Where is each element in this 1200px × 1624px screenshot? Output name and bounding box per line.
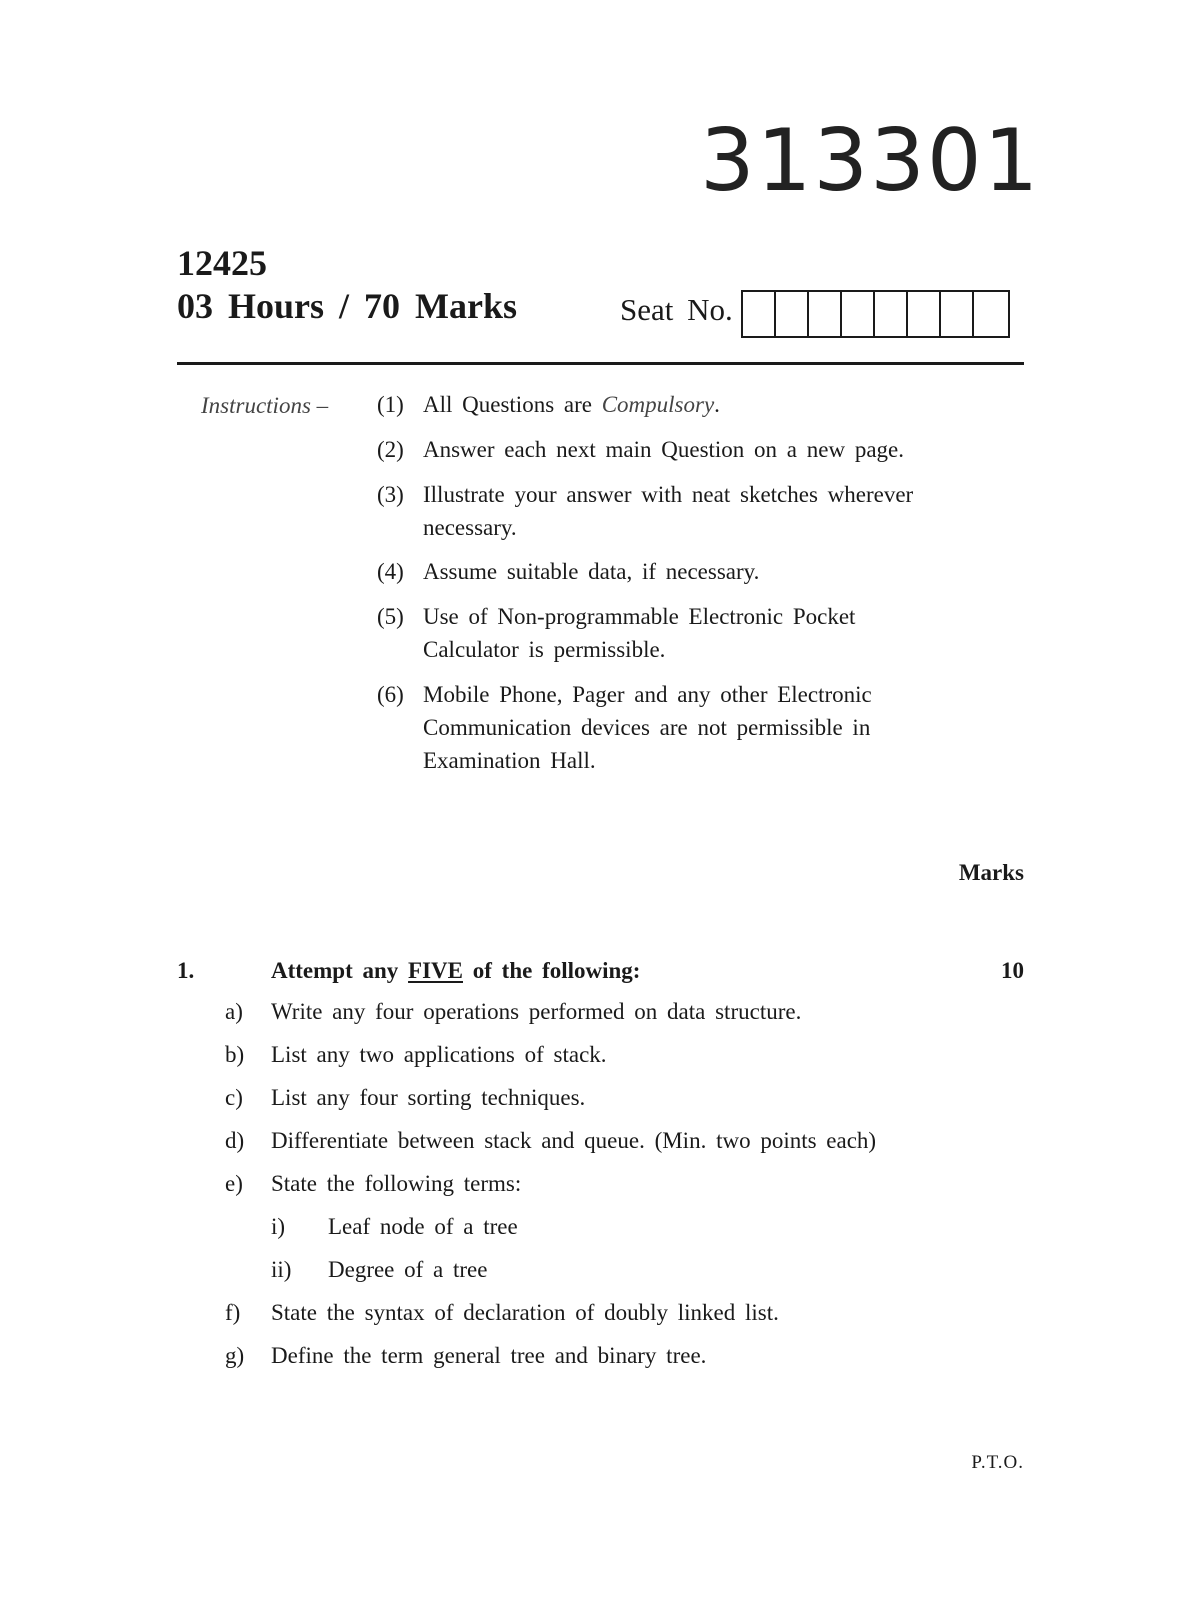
- pto-note: P.T.O.: [971, 1452, 1024, 1473]
- part-text: State the following terms:: [271, 1171, 522, 1196]
- seat-number-boxes[interactable]: [741, 290, 1010, 338]
- paper-code: 313301: [700, 111, 1041, 211]
- duration-marks: 03 Hours / 70 Marks: [177, 286, 518, 326]
- part-text: List any four sorting techniques.: [271, 1085, 586, 1110]
- part-text: State the syntax of declaration of doubly linked list.: [271, 1300, 779, 1325]
- question-emphasis: FIVE: [408, 958, 463, 983]
- subpart-label: i): [271, 1214, 286, 1239]
- instruction-item: [377, 433, 983, 466]
- part-text: Differentiate between stack and queue. (Min. two points each): [271, 1128, 877, 1153]
- part-text: Define the term general tree and binary tree.: [271, 1343, 707, 1368]
- instruction-number: (6): [377, 682, 404, 707]
- seat-number-label: Seat No.: [620, 292, 733, 327]
- seat-box[interactable]: [941, 292, 974, 336]
- header-divider: [177, 362, 1024, 365]
- part-label: e): [225, 1171, 243, 1196]
- seat-box[interactable]: [776, 292, 809, 336]
- instruction-text: Assume suitable data, if necessary.: [423, 559, 760, 584]
- instruction-item: [377, 388, 983, 421]
- part-text: List any two applications of stack.: [271, 1042, 607, 1067]
- instruction-number: (3): [377, 482, 404, 507]
- instruction-number: (2): [377, 437, 404, 462]
- question-marks: 10: [1001, 958, 1024, 983]
- seat-box[interactable]: [743, 292, 776, 336]
- instruction-item: [377, 678, 933, 777]
- subpart-label: ii): [271, 1257, 292, 1282]
- question-title: Attempt any FIVE of the following:: [271, 958, 641, 983]
- instruction-item: [377, 600, 923, 666]
- instructions-label: Instructions –: [201, 393, 329, 418]
- subpart-text: Degree of a tree: [328, 1257, 488, 1282]
- instruction-item: [377, 555, 983, 588]
- part-label: g): [225, 1343, 245, 1368]
- instruction-number: (1): [377, 392, 404, 417]
- instruction-text: Mobile Phone, Pager and any other Electronic Communication devices are not permissible in Examination Hall.: [423, 682, 872, 773]
- subject-code: 12425: [177, 243, 267, 283]
- part-text: Write any four operations performed on data structure.: [271, 999, 802, 1024]
- question-number: 1.: [177, 958, 195, 983]
- marks-column-heading: Marks: [958, 860, 1024, 885]
- seat-box[interactable]: [974, 292, 1008, 336]
- seat-box[interactable]: [908, 292, 941, 336]
- seat-box[interactable]: [809, 292, 842, 336]
- instruction-text: Use of Non-programmable Electronic Pocket Calculator is permissible.: [423, 604, 856, 662]
- instruction-text: All Questions are Compulsory.: [423, 392, 720, 417]
- part-label: d): [225, 1128, 245, 1153]
- subpart-text: Leaf node of a tree: [328, 1214, 518, 1239]
- instruction-item: [377, 478, 983, 544]
- part-label: c): [225, 1085, 243, 1110]
- instruction-text: Illustrate your answer with neat sketches wherever necessary.: [423, 482, 914, 540]
- instruction-number: (4): [377, 559, 404, 584]
- part-label: a): [225, 999, 243, 1024]
- instruction-number: (5): [377, 604, 404, 629]
- instruction-text: Answer each next main Question on a new page.: [423, 437, 904, 462]
- part-label: f): [225, 1300, 241, 1325]
- seat-box[interactable]: [842, 292, 875, 336]
- seat-box[interactable]: [875, 292, 908, 336]
- part-label: b): [225, 1042, 245, 1067]
